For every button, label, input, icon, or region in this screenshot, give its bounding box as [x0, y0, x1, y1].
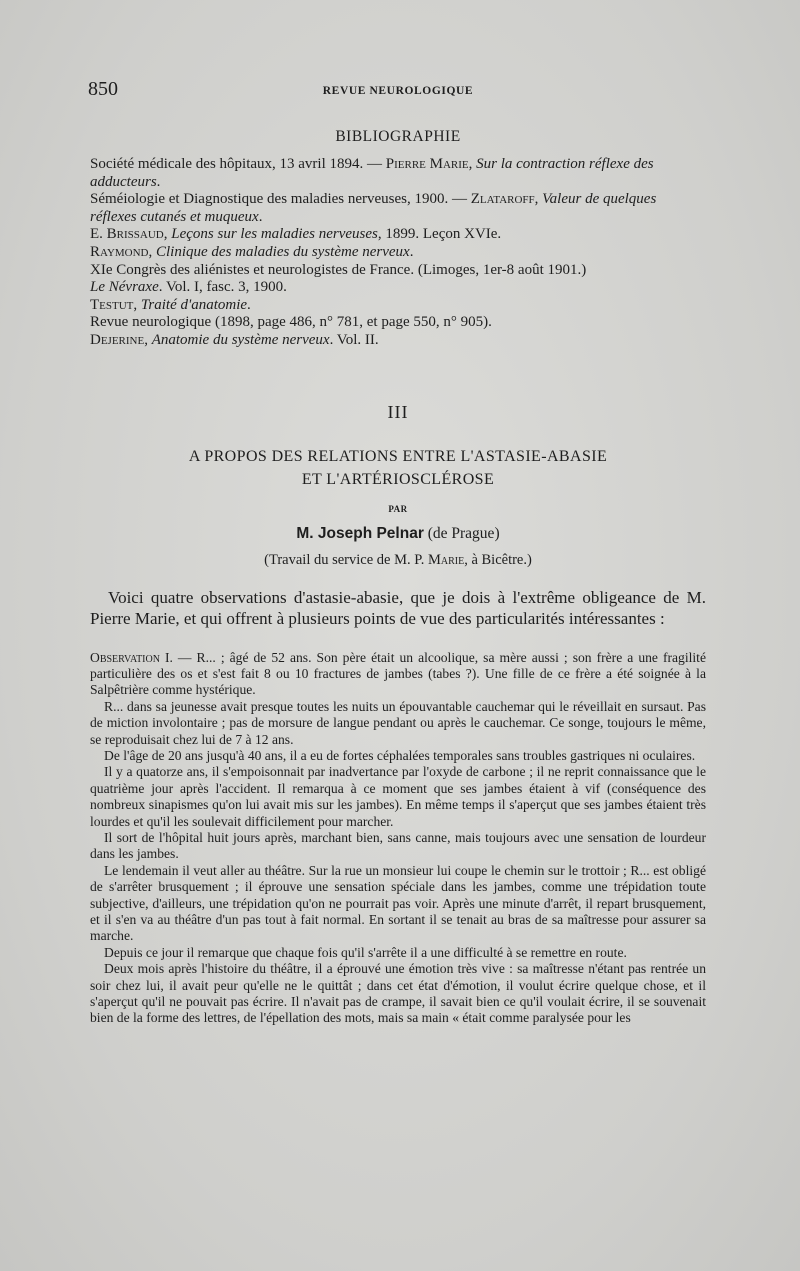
bib-entry: Le Névraxe. Vol. I, fasc. 3, 1900. [90, 279, 287, 296]
bib-entry: Société médicale des hôpitaux, 13 avril 1894. — Pierre Marie, Sur la contraction réflexe des adducteurs. [90, 156, 654, 190]
observation-label: Observation I. [90, 649, 173, 665]
observation-text [90, 650, 706, 1027]
observation-paragraph: Deux mois après l'histoire du théâtre, il a éprouvé une émotion très vive : sa maîtresse n'étant pas rentrée un soir chez lui, il avait peur qu'elle ne le quittât ; dans cet état d'émotion, il voulut écrire quelque chose, et il s'aperçut qu'il ne pouvait pas écrire. Il n'avait pas de crampe, il savait bien ce qu'il voulait écrire, il se souvenait bien de la forme des lettres, de l'épellation des mots, mais sa main « était comme paralysée pour les [90, 961, 706, 1026]
observation-paragraph: Le lendemain il veut aller au théâtre. Sur la rue un monsieur lui coupe le chemin sur le trottoir ; R... est obligé de s'arrêter brusquement ; il éprouve une sensation spéciale dans les jambes, comme une trépidation toute subjective, d'ailleurs, une trépidation qu'on ne pourrait pas voir. Après une minute d'arrêt, il repart brusquement, et il s'en va au théâtre d'un pas tout à fait normal. En sortant il se tenait au bras de sa maîtresse pour assurer sa marche. [90, 862, 706, 944]
bib-entry: Testut, Traité d'anatomie. [90, 296, 251, 313]
article-title-line-2: ET L'ARTÉRIOSCLÉROSE [301, 470, 495, 488]
observation-paragraph: Observation I. — R... ; âgé de 52 ans. Son père était un alcoolique, sa mère aussi ; son frère a une fragilité particulière des os et s'est fait 8 ou 10 fractures de jambes (tabes ?). Une fille de ce frère a été soignée à la Salpêtrière comme hystérique. [90, 649, 706, 698]
page-number: 850 [88, 78, 118, 100]
article-title-line-1: A PROPOS DES RELATIONS ENTRE L'ASTASIE-ABASIE [188, 447, 608, 465]
observation-paragraph: Il sort de l'hôpital huit jours après, marchant bien, sans canne, mais toujours avec une sensation de lourdeur dans les jambes. [90, 830, 706, 862]
section-number: III [387, 401, 409, 422]
observation-paragraph: R... dans sa jeunesse avait presque toutes les nuits un épouvantable cauchemar qui le réveillait en sursaut. Pas de miction involontaire ; pas de morsure de langue pendant ou après le cauchemar. Ce songe, toujours le même, se reproduisait chez lui de 7 à 12 ans. [90, 698, 706, 747]
bib-entry: XIe Congrès des aliénistes et neurologistes de France. (Limoges, 1er-8 août 1901.) [90, 261, 587, 278]
author-place: (de Prague) [423, 524, 500, 542]
bibliography-heading: BIBLIOGRAPHIE [335, 128, 461, 145]
journal-title: REVUE NEUROLOGIQUE [322, 85, 474, 97]
observation-paragraph: Depuis ce jour il remarque que chaque fois qu'il s'arrête il a une difficulté à se remettre en route. [104, 944, 627, 960]
author-line [90, 525, 706, 543]
article-title [90, 445, 706, 491]
bib-entry: Séméiologie et Diagnostique des maladies nerveuses, 1900. — Zlataroff, Valeur de quelques réflexes cutanés et muqueux. [90, 191, 657, 225]
running-header [90, 74, 706, 106]
bib-entry: Dejerine, Anatomie du système nerveux. Vol. II. [90, 331, 379, 348]
bib-entry: E. Brissaud, Leçons sur les maladies nerveuses, 1899. Leçon XVIe. [90, 226, 502, 243]
intro-paragraph: Voici quatre observations d'astasie-abasie, que je dois à l'extrême obligeance de M. Pierre Marie, et qui offrent à plusieurs points de vue des particularités intéressantes : [90, 587, 706, 628]
work-note: (Travail du service de M. P. Marie, à Bicêtre.) [264, 551, 532, 568]
author-name: M. Joseph Pelnar [296, 524, 424, 542]
observation-paragraph: De l'âge de 20 ans jusqu'à 40 ans, il a eu de fortes céphalées temporales sans troubles gastriques ni oculaires. [104, 747, 696, 763]
by-line-par: PAR [388, 503, 408, 514]
page-content [90, 74, 706, 1027]
bib-entry: Revue neurologique (1898, page 486, n° 781, et page 550, n° 905). [90, 314, 492, 331]
bibliography-list [90, 156, 706, 350]
observation-paragraph: Il y a quatorze ans, il s'empoisonnait par inadvertance par l'oxyde de carbone ; il ne reprit connaissance que le quatrième jour après l'accident. Il remarqua à ce moment que ses jambes étaient à vif (conséquence des nombreux sinapismes qu'on lui avait mis sur les jambes). En même temps il s'aperçut que ses jambes étaient très lourdes et qu'il les soulevait difficilement pour marcher. [90, 764, 706, 829]
bib-entry: Raymond, Clinique des maladies du système nerveux. [90, 243, 414, 260]
